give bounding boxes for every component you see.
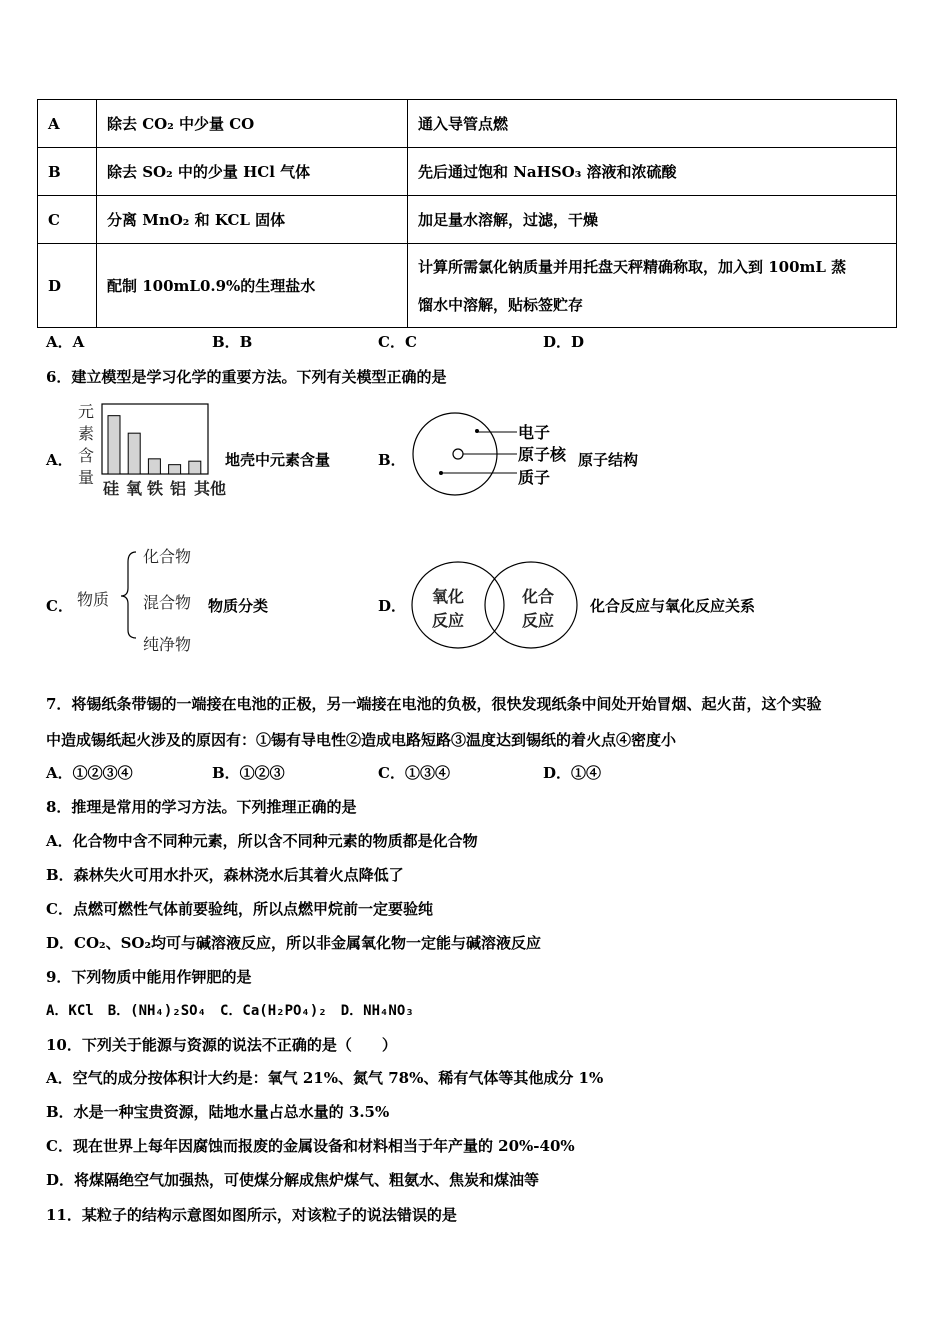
chart-xlabel: 其他 bbox=[194, 479, 227, 498]
q7-option-d: D．①④ bbox=[543, 764, 602, 782]
chart-bar-铁 bbox=[148, 459, 160, 474]
options-table bbox=[37, 99, 897, 328]
q7-option-c: C．①③④ bbox=[378, 764, 450, 782]
q6-a-letter: A． bbox=[46, 451, 73, 469]
q10-option-c: C．现在世界上每年因腐蚀而报废的金属设备和材料相当于年产量的 20%-40% bbox=[46, 1137, 575, 1155]
chart-xlabel: 铁 bbox=[147, 479, 164, 498]
chart-ylabel-char: 含 bbox=[77, 446, 94, 465]
classification-root: 物质 bbox=[77, 590, 110, 609]
q10-option-b: B．水是一种宝贵资源，陆地水量占总水量的 3.5% bbox=[46, 1103, 390, 1121]
q10-option-d: D．将煤隔绝空气加强热，可使煤分解成焦炉煤气、粗氨水、焦炭和煤油等 bbox=[46, 1171, 540, 1189]
chart-ylabel-char: 元 bbox=[77, 402, 94, 421]
q8-option-d: D．CO₂、SO₂均可与碱溶液反应，所以非金属氧化物一定能与碱溶液反应 bbox=[46, 934, 542, 952]
classification-item: 混合物 bbox=[143, 593, 192, 612]
q8-option-c: C．点燃可燃性气体前要验纯，所以点燃甲烷前一定要验纯 bbox=[46, 900, 433, 918]
row-method bbox=[408, 244, 897, 328]
table-row bbox=[38, 148, 897, 196]
row-method: 加足量水溶解，过滤，干燥 bbox=[408, 196, 897, 244]
row-method: 通入导管点燃 bbox=[408, 100, 897, 148]
chart-bar-铝 bbox=[169, 465, 181, 474]
chart-xlabel: 氧 bbox=[126, 479, 143, 498]
row-purpose: 分离 MnO₂ 和 KCL 固体 bbox=[97, 196, 408, 244]
q8-stem: 8．推理是常用的学习方法。下列推理正确的是 bbox=[46, 798, 357, 816]
q9-options: A．KCl B．(NH₄)₂SO₄ C．Ca(H₂PO₄)₂ D．NH₄NO₃ bbox=[46, 1003, 414, 1019]
row-purpose: 除去 CO₂ 中少量 CO bbox=[97, 100, 408, 148]
venn-right-line2: 反应 bbox=[522, 611, 555, 630]
q10-option-a: A．空气的成分按体积计大约是：氧气 21%、氮气 78%、稀有气体等其他成分 1% bbox=[46, 1069, 604, 1087]
q6-b-caption: 原子结构 bbox=[578, 451, 639, 469]
q5-option-d: D．D bbox=[543, 333, 585, 351]
classification-item: 纯净物 bbox=[143, 635, 192, 654]
chart-ylabel-char: 量 bbox=[77, 468, 94, 487]
row-label: D bbox=[38, 244, 97, 328]
chart-ylabel bbox=[77, 401, 95, 489]
table-row bbox=[38, 196, 897, 244]
q6-d-caption: 化合反应与氧化反应关系 bbox=[590, 597, 756, 615]
row-method: 先后通过饱和 NaHSO₃ 溶液和浓硫酸 bbox=[408, 148, 897, 196]
table-row bbox=[38, 244, 897, 328]
venn-diagram bbox=[410, 560, 582, 650]
q6-c-caption: 物质分类 bbox=[208, 597, 269, 615]
chart-bar-其他 bbox=[189, 461, 201, 474]
q6-b-letter: B． bbox=[378, 451, 406, 469]
q7-line2: 中造成锡纸起火涉及的原因有：①锡有导电性②造成电路短路③温度达到锡纸的着火点④密度小 bbox=[46, 731, 677, 749]
brace-icon bbox=[118, 550, 140, 640]
row-label: A bbox=[38, 100, 97, 148]
classification-item: 化合物 bbox=[143, 547, 192, 566]
atom-model-diagram bbox=[410, 410, 580, 498]
row-label: C bbox=[38, 196, 97, 244]
chart-xlabel: 铝 bbox=[170, 479, 187, 498]
q6-d-letter: D． bbox=[378, 597, 407, 615]
label-proton: 质子 bbox=[518, 468, 551, 487]
q5-option-b: B．B bbox=[212, 333, 253, 351]
row-label: B bbox=[38, 148, 97, 196]
chart-bar-氧 bbox=[128, 433, 140, 474]
q9-stem: 9．下列物质中能用作钾肥的是 bbox=[46, 968, 252, 986]
venn-right-line1: 化合 bbox=[522, 587, 555, 606]
q7-option-a: A．①②③④ bbox=[46, 764, 133, 782]
chart-xlabel: 硅 bbox=[103, 479, 120, 498]
row-purpose: 配制 100mL0.9%的生理盐水 bbox=[97, 244, 408, 328]
q10-stem: 10．下列关于能源与资源的说法不正确的是（ ） bbox=[46, 1036, 397, 1054]
row-method-line: 馏水中溶解，贴标签贮存 bbox=[418, 295, 584, 314]
q8-option-a: A．化合物中含不同种元素，所以含不同种元素的物质都是化合物 bbox=[46, 832, 478, 850]
q6-a-caption: 地壳中元素含量 bbox=[225, 451, 331, 469]
q5-option-c: C．C bbox=[378, 333, 417, 351]
table-row bbox=[38, 100, 897, 148]
label-nucleus: 原子核 bbox=[518, 445, 567, 464]
q5-option-a: A．A bbox=[46, 333, 85, 351]
q11-stem: 11．某粒子的结构示意图如图所示，对该粒子的说法错误的是 bbox=[46, 1206, 457, 1224]
nucleus-icon bbox=[453, 449, 463, 459]
row-purpose: 除去 SO₂ 中的少量 HCl 气体 bbox=[97, 148, 408, 196]
q7-line1: 7．将锡纸条带锡的一端接在电池的正极，另一端接在电池的负极，很快发现纸条中间处开始冒烟、起火苗，这个实验 bbox=[46, 695, 822, 713]
q6-stem: 6．建立模型是学习化学的重要方法。下列有关模型正确的是 bbox=[46, 368, 447, 386]
earth-crust-bar-chart bbox=[100, 402, 227, 498]
chart-bar-硅 bbox=[108, 416, 120, 474]
label-electron: 电子 bbox=[518, 423, 551, 442]
chart-ylabel-char: 素 bbox=[77, 424, 94, 443]
q7-option-b: B．①②③ bbox=[212, 764, 285, 782]
venn-left-line2: 反应 bbox=[432, 611, 465, 630]
venn-left-line1: 氧化 bbox=[432, 587, 465, 606]
row-method-line: 计算所需氯化钠质量并用托盘天秤精确称取，加入到 100mL 蒸 bbox=[418, 257, 847, 276]
q6-c-letter: C． bbox=[46, 597, 73, 615]
q8-option-b: B．森林失火可用水扑灭，森林浇水后其着火点降低了 bbox=[46, 866, 404, 884]
